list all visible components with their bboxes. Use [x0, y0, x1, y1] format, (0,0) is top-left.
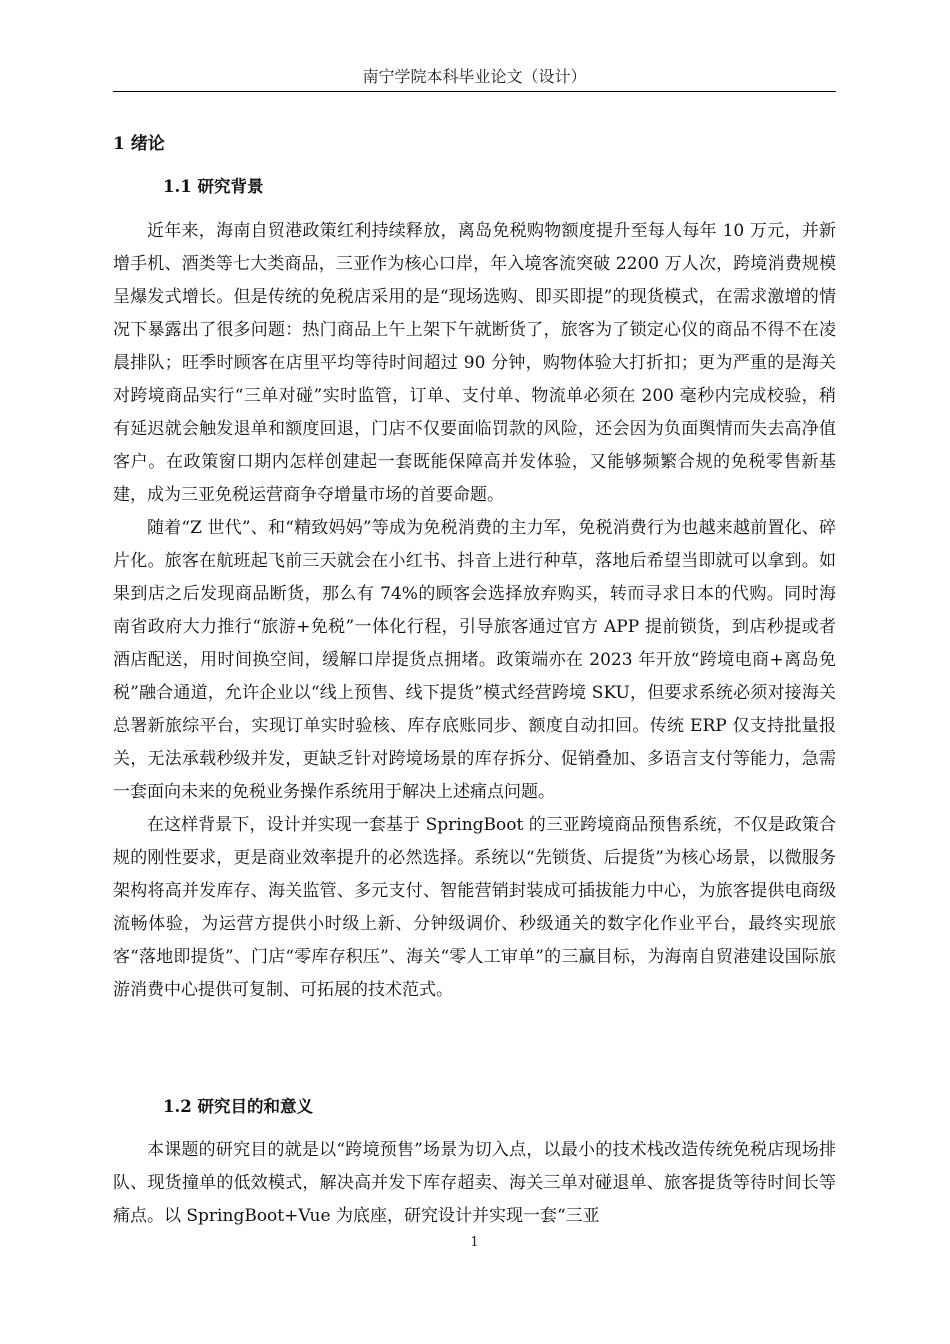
page-number: 1: [470, 1235, 479, 1250]
section-heading-research-purpose: 1.2 研究目的和意义: [163, 1097, 313, 1116]
header-divider: [113, 91, 836, 92]
paragraph: 近年来，海南自贸港政策红利持续释放，离岛免税购物额度提升至每人每年 10 万元，并新增手机、酒类等七大类商品，三亚作为核心口岸，年入境客流突破 2200 万人次，跨境消费规模呈爆发式增长。但是传统的免税店采用的是“现场选购、即买即提”的现货模式，在需求激增的情况下暴露出了很多问题：热门商品上午上架下午就断货了，旅客为了锁定心仪的商品不得不在凌晨排队；旺季时顾客在店里平均等待时间超过 90 分钟，购物体验大打折扣；更为严重的是海关对跨境商品实行“三单对碰”实时监管，订单、支付单、物流单必须在 200 毫秒内完成校验，稍有延迟就会触发退单和额度回退，门店不仅要面临罚款的风险，还会因为负面舆情而失去高净值客户。在政策窗口期内怎样创建起一套既能保障高并发体验，又能够频繁合规的免税零售新基建，成为三亚免税运营商争夺增量市场的首要命题。: [113, 221, 836, 505]
page-header-title: 南宁学院本科毕业论文（设计）: [362, 67, 587, 86]
paragraph: 在这样背景下，设计并实现一套基于 SpringBoot 的三亚跨境商品预售系统，不仅是政策合规的刚性要求，更是商业效率提升的必然选择。系统以“先锁货、后提货”为核心场景，以微服务架构将高并发库存、海关监管、多元支付、智能营销封装成可插拔能力中心，为旅客提供电商级流畅体验，为运营方提供小时级上新、分钟级调价、秒级通关的数字化作业平台，最终实现旅客“落地即提货”、门店“零库存积压”、海关“零人工审单”的三赢目标，为海南自贸港建设国际旅游消费中心提供可复制、可拓展的技术范式。: [113, 815, 836, 1000]
paragraph: 本课题的研究目的就是以“跨境预售”场景为切入点，以最小的技术栈改造传统免税店现场排队、现货撞单的低效模式，解决高并发下库存超卖、海关三单对碰退单、旅客提货等待时间长等痛点。以 SpringBoot+Vue 为底座，研究设计并实现一套“三亚: [113, 1140, 836, 1226]
section-body-research-background: [113, 215, 836, 1007]
chapter-heading: 1 绪论: [113, 134, 165, 154]
paragraph: 随着“Z 世代”、和“精致妈妈”等成为免税消费的主力军，免税消费行为也越来越前置化、碎片化。旅客在航班起飞前三天就会在小红书、抖音上进行种草，落地后希望当即就可以拿到。如果到店之后发现商品断货，那么有 74%的顾客会选择放弃购买，转而寻求日本的代购。同时海南省政府大力推行“旅游+免税”一体化行程，引导旅客通过官方 APP 提前锁货，到店秒提或者酒店配送，用时间换空间，缓解口岸提货点拥堵。政策端亦在 2023 年开放“跨境电商+离岛免税”融合通道，允许企业以“线上预售、线下提货”模式经营跨境 SKU，但要求系统必须对接海关总署新旅综平台，实现订单实时验核、库存底账同步、额度自动扣回。传统 ERP 仅支持批量报关，无法承载秒级并发，更缺乏针对跨境场景的库存拆分、促销叠加、多语言支付等能力，急需一套面向未来的免税业务操作系统用于解决上述痛点问题。: [113, 518, 836, 802]
section-body-research-purpose: [113, 1134, 836, 1233]
section-heading-research-background: 1.1 研究背景: [163, 177, 264, 196]
